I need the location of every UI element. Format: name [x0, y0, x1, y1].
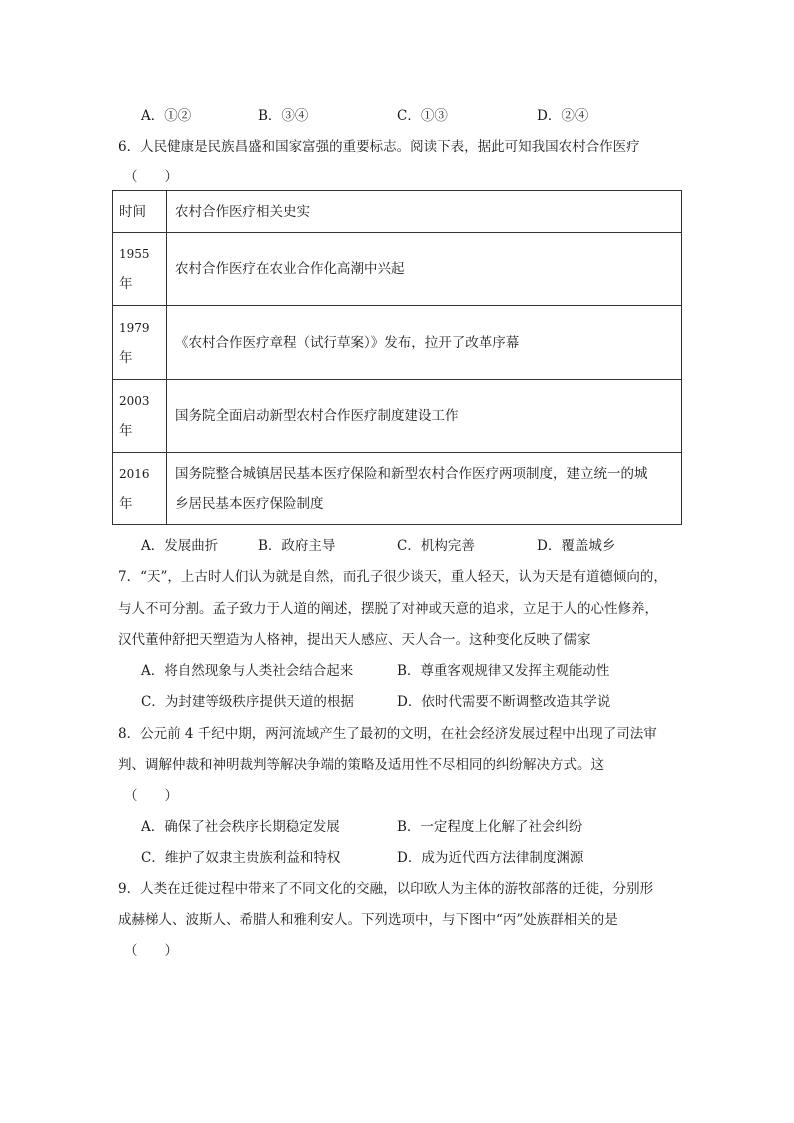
q6-stem: 6．人民健康是民族昌盛和国家富强的重要标志。阅读下表，据此可知我国农村合作医疗: [118, 139, 640, 155]
year-unit: 年: [119, 423, 133, 439]
q9-answer-paren: （ ）: [124, 943, 178, 959]
row-fact: [167, 453, 682, 525]
q7-line-3: 汉代董仲舒把天塑造为人格神，提出天人感应、天人合一。这种变化反映了儒家: [118, 632, 591, 648]
q7-line-2: 与人不可分割。孟子致力于人道的阐述，摆脱了对神或天意的追求，立足于人的心性修养，: [118, 601, 658, 617]
table-header-row: [113, 191, 682, 233]
q5-option-a[interactable]: A．①②: [141, 108, 192, 124]
q7-option-c[interactable]: C．为封建等级秩序提供天道的根据: [141, 694, 354, 710]
row-fact: 国务院全面启动新型农村合作医疗制度建设工作: [167, 380, 682, 453]
row-year: [113, 233, 167, 306]
q9-line-2: 成赫梯人、波斯人、希腊人和雅利安人。下列选项中，与下图中“丙”处族群相关的是: [118, 912, 618, 928]
q7-option-d[interactable]: D．依时代需要不断调整改造其学说: [397, 694, 611, 710]
q5-option-d[interactable]: D．②④: [537, 108, 589, 124]
fact-line-2: 乡居民基本医疗保险制度: [175, 495, 324, 512]
year-number: 2003: [119, 394, 150, 408]
q5-option-c[interactable]: C．①③: [397, 108, 448, 124]
header-facts: 农村合作医疗相关史实: [167, 191, 682, 233]
header-time: 时间: [113, 191, 167, 233]
year-number: 1979: [119, 320, 150, 335]
q7-line-1: 7．“天”，上古时人们认为就是自然，而孔子很少谈天，重人轻天，认为天是有道德倾向的，: [118, 569, 667, 585]
year-number: 1955: [119, 247, 150, 261]
q6-answer-paren: （ ）: [124, 169, 178, 185]
year-unit: 年: [119, 495, 133, 512]
q5-option-b[interactable]: B．③④: [258, 108, 309, 124]
fact-line-1: 国务院整合城镇居民基本医疗保险和新型农村合作医疗两项制度，建立统一的城: [175, 465, 648, 482]
q8-option-a[interactable]: A．确保了社会秩序长期稳定发展: [141, 819, 340, 835]
q8-option-b[interactable]: B．一定程度上化解了社会纠纷: [397, 819, 583, 835]
q8-answer-paren: （ ）: [124, 788, 178, 804]
q8-line-2: 判、调解仲裁和神明裁判等解决争端的策略及适用性不尽相同的纠纷解决方式。这: [118, 757, 604, 773]
q6-option-b[interactable]: B．政府主导: [258, 538, 336, 554]
q9-line-1: 9．人类在迁徙过程中带来了不同文化的交融，以印欧人为主体的游牧部落的迁徙，分别形: [118, 881, 654, 897]
q6-option-d[interactable]: D．覆盖城乡: [537, 538, 616, 554]
q6-option-c[interactable]: C．机构完善: [397, 538, 475, 554]
row-fact: 农村合作医疗在农业合作化高潮中兴起: [167, 233, 682, 306]
q8-option-d[interactable]: D．成为近代西方法律制度渊源: [397, 850, 584, 866]
q6-option-a[interactable]: A．发展曲折: [141, 538, 219, 554]
q8-line-1: 8．公元前 4 千纪中期，两河流域产生了最初的文明，在社会经济发展过程中出现了司法审: [118, 726, 657, 742]
year-unit: 年: [119, 349, 133, 366]
table-row: [113, 233, 682, 306]
history-table: [112, 190, 682, 525]
q8-option-c[interactable]: C．维护了奴隶主贵族利益和特权: [141, 850, 341, 866]
row-year: [113, 306, 167, 380]
row-year: [113, 453, 167, 525]
year-unit: 年: [119, 276, 133, 292]
q7-option-b[interactable]: B．尊重客观规律又发挥主观能动性: [397, 663, 610, 679]
q7-option-a[interactable]: A．将自然现象与人类社会结合起来: [141, 663, 354, 679]
table-row: [113, 453, 682, 525]
row-fact: 《农村合作医疗章程（试行草案）》发布，拉开了改革序幕: [167, 306, 682, 380]
table-row: [113, 380, 682, 453]
table-row: [113, 306, 682, 380]
year-number: 2016: [119, 466, 150, 481]
row-year: [113, 380, 167, 453]
